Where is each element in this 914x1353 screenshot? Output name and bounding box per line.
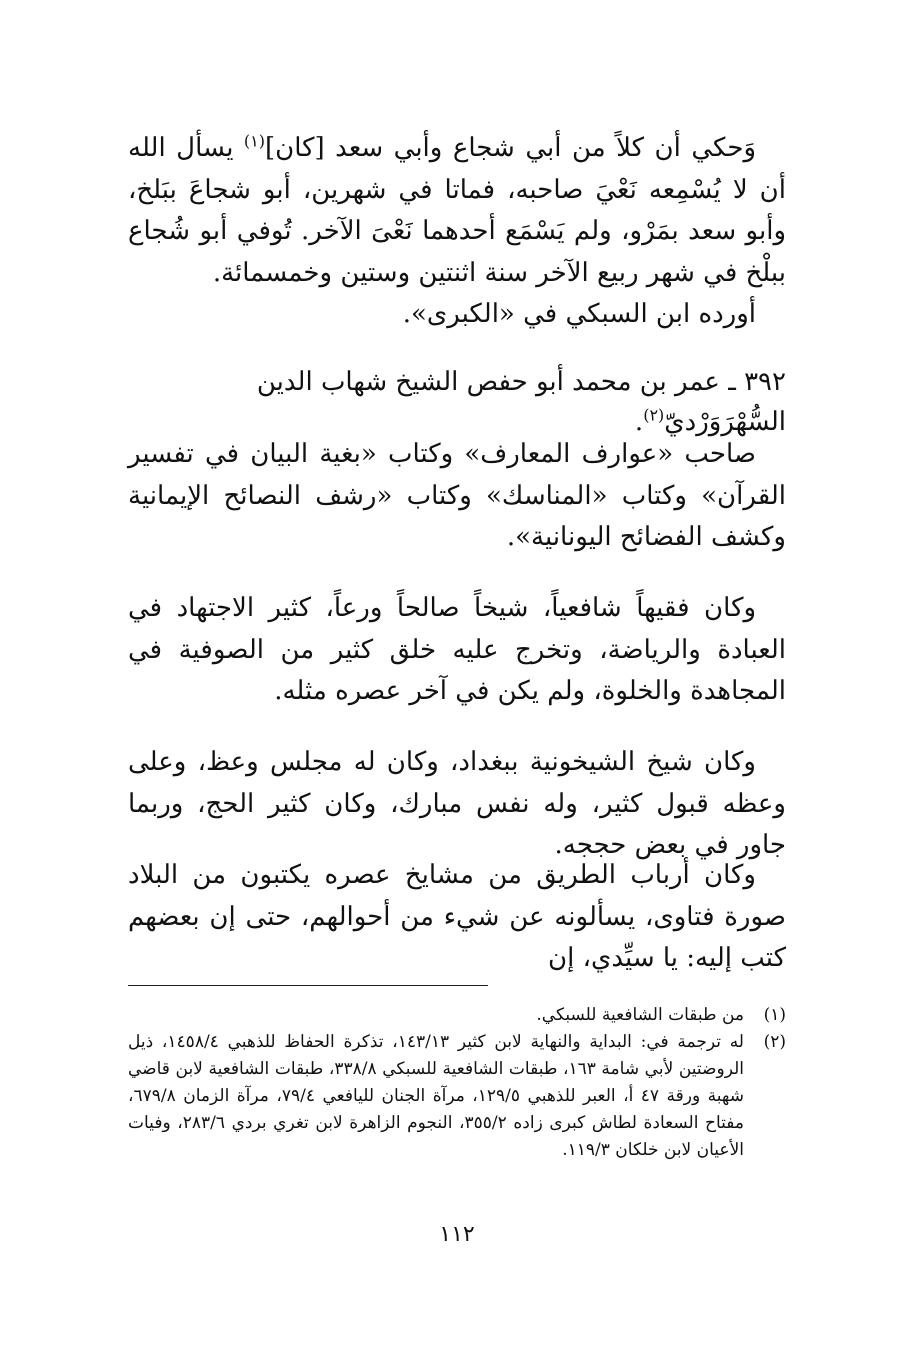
page-number: ١١٢	[439, 1222, 475, 1247]
paragraph-5-text: وكان شيخ الشيخونية ببغداد، وكان له مجلس وعظ، وعلى وعظه قبول كثير، وله نفس مبارك، وكان كثير الحج، وربما جاور في بعض حججه.	[128, 747, 786, 860]
footnote-ref-2: (٢)	[643, 405, 665, 425]
paragraph-3-text: صاحب «عوارف المعارف» وكتاب «بغية البيان في تفسير القرآن» وكتاب «المناسك» وكتاب «رشف النصائح الإيمانية وكشف الفضائح اليونانية».	[128, 439, 786, 552]
footnote-number: (١)	[763, 1005, 786, 1025]
entry-heading-text: ٣٩٢ ـ عمر بن محمد أبو حفص الشيخ شهاب الدين السُّهْرَوَرْديّ	[256, 367, 786, 437]
paragraph-1	[128, 128, 786, 336]
footnote-text: من طبقات الشافعية للسبكي.	[536, 1005, 744, 1025]
entry-heading	[128, 362, 786, 442]
footnotes	[128, 1002, 786, 1164]
footnote-number: (٢)	[763, 1032, 786, 1052]
paragraph-2: أورده ابن السبكي في «الكبرى».	[402, 299, 756, 329]
paragraph-6	[128, 855, 786, 980]
paragraph-4-text: وكان فقيهاً شافعياً، شيخاً صالحاً ورعاً، كثير الاجتهاد في العبادة والرياضة، وتخرج عليه خلق كثير من الصوفية في المجاهدة والخلوة، ولم يكن في آخر عصره مثله.	[128, 593, 786, 706]
footnote-ref-1: (١)	[243, 131, 266, 151]
entry-heading-end: .	[634, 407, 644, 437]
footnote-1	[128, 1002, 786, 1029]
paragraph-5	[128, 742, 786, 867]
footnote-text: له ترجمة في: البداية والنهاية لابن كثير ١٤٣/١٣، تذكرة الحفاظ للذهبي ١٤٥٨/٤، ذيل الروضتين لأبي شامة ١٦٣، طبقات الشافعية للسبكي ٣٣٨/٨، طبقات الشافعية لابن قاضي شهبة ورقة ٤٧ أ، العبر للذهبي ١٢٩/٥، مرآة الجنان لليافعي ٧٩/٤، مرآة الزمان ٦٧٩/٨، مفتاح السعادة لطاش كبرى زاده ٣٥٥/٢، النجوم الزاهرة لابن تغري بردي ٢٨٣/٦، وفيات الأعيان لابن خلكان ١١٩/٣.	[128, 1032, 744, 1160]
paragraph-1-start: وَحكي أن كلاً من أبي شجاع وأبي سعد [كان]	[265, 133, 756, 163]
paragraph-3	[128, 434, 786, 559]
paragraph-4	[128, 588, 786, 713]
paragraph-6-text: وكان أرباب الطريق من مشايخ عصره يكتبون من البلاد صورة فتاوى، يسألونه عن شيء من أحوالهم، حتى إن بعضهم كتب إليه: يا سيِّدي، إن	[128, 860, 786, 973]
footnote-2	[128, 1029, 786, 1164]
paragraph-1-rest: يسأل الله أن لا يُسْمِعه نَعْيَ صاحبه، فماتا في شهرين، أبو شجاعَ ببَلخ، وأبو سعد بمَرْو، ولم يَسْمَع أحدهما نَعْىَ الآخر. تُوفي أبو شُجاع ببلْخ في شهر ربيع الآخر سنة اثنتين وستين وخمسمائة.	[128, 133, 786, 288]
footnote-divider	[128, 985, 488, 986]
